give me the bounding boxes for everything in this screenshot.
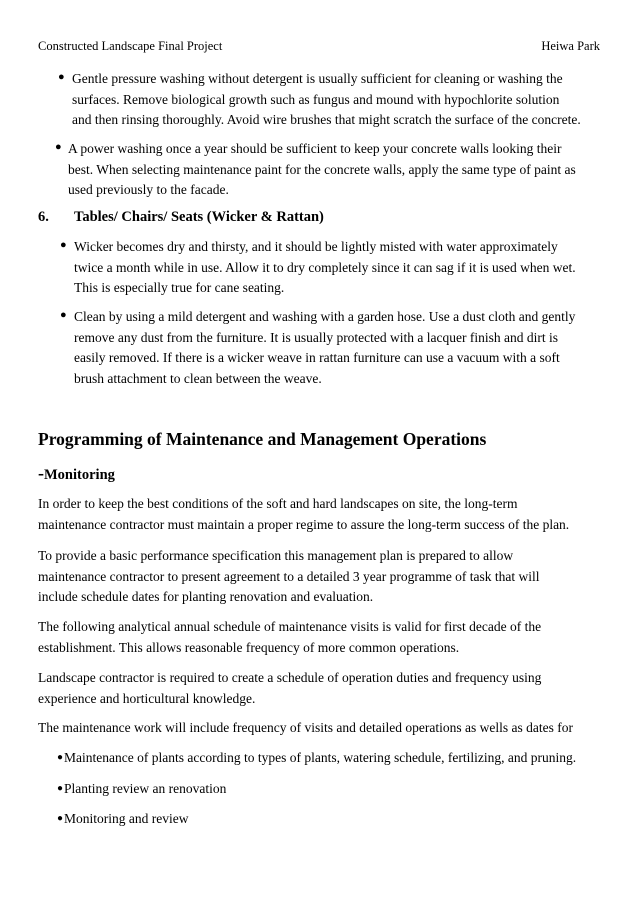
- section-number: 6.: [38, 209, 49, 225]
- text-line: The maintenance work will include frequency of visits and detailed operations as wells as dates for: [38, 720, 573, 735]
- paragraph: [38, 668, 541, 709]
- text-line: Landscape contractor is required to create a schedule of operation duties and frequency using: [38, 670, 542, 685]
- bullet-icon: ●: [57, 813, 64, 824]
- text-line: maintenance contractor must maintain a proper regime to assure the long-term success of the plan.: [38, 516, 570, 532]
- text-line: Wicker becomes dry and thirsty, and it should be lightly misted with water approximately: [74, 239, 558, 254]
- text-line: The following analytical annual schedule of maintenance visits is valid for first decade of the: [38, 619, 542, 634]
- subheading-text: Monitoring: [44, 467, 115, 483]
- list-item: [57, 809, 189, 830]
- paragraph: [38, 546, 540, 608]
- text-line: surfaces. Remove biological growth such as fungus and mound with hypochlorite solution: [72, 91, 560, 107]
- section-heading-programming: Programming of Maintenance and Management Operations: [38, 429, 487, 449]
- text-line: twice a month while in use. Allow it to dry completely since it can sag if it is used when wet.: [74, 259, 576, 275]
- text-line: In order to keep the best conditions of the soft and hard landscapes on site, the long-term: [38, 496, 518, 511]
- bullet-icon: ●: [58, 71, 65, 83]
- text-line: To provide a basic performance specification this management plan is prepared to allow: [38, 548, 514, 563]
- subheading-dash: -: [38, 463, 44, 483]
- bullet-icon: ●: [60, 239, 67, 251]
- text-line: A power washing once a year should be sufficient to keep your concrete walls looking their: [68, 141, 562, 156]
- list-item: [57, 779, 226, 800]
- bullet-wicker-misting: [60, 237, 576, 299]
- subheading-monitoring: [38, 463, 115, 485]
- text-line: Gentle pressure washing without detergent is usually sufficient for cleaning or washing the: [72, 71, 563, 86]
- bullet-icon: ●: [57, 752, 64, 763]
- text-line: and then rinsing thoroughly. Avoid wire brushes that might scratch the surface of the concrete.: [72, 112, 581, 127]
- list-item-text: Monitoring and review: [64, 811, 189, 826]
- text-line: used previously to the facade.: [68, 182, 229, 197]
- section-6-heading: [38, 208, 324, 226]
- header-park-name: Heiwa Park: [541, 39, 600, 53]
- paragraph: [38, 718, 573, 739]
- paragraph: [38, 617, 541, 658]
- header-project-title: Constructed Landscape Final Project: [38, 39, 223, 53]
- bullet-icon: ●: [60, 309, 67, 321]
- text-line: brush attachment to clean between the weave.: [74, 370, 322, 386]
- text-line: best. When selecting maintenance paint for the concrete walls, apply the same type of paint as: [68, 161, 576, 177]
- text-line: Clean by using a mild detergent and washing with a garden hose. Use a dust cloth and gently: [74, 309, 576, 324]
- bullet-power-washing: [55, 139, 576, 201]
- text-line: include schedule dates for planting renovation and evaluation.: [38, 589, 374, 604]
- text-line: easily removed. If there is a wicker weave in rattan furniture can use a vacuum with a soft: [74, 350, 560, 365]
- text-line: maintenance contractor to present agreement to a detailed 3 year programme of task that will: [38, 568, 540, 584]
- paragraph: [38, 494, 569, 535]
- text-line: remove any dust from the furniture. It is usually protected with a lacquer finish and dirt is: [74, 329, 558, 345]
- bullet-icon: ●: [55, 141, 62, 153]
- bullet-concrete-cleaning: [58, 69, 581, 131]
- bullet-wicker-cleaning: [60, 307, 576, 389]
- list-item-text: Maintenance of plants according to types of plants, watering schedule, fertilizing, and pruning.: [64, 750, 577, 765]
- text-line: establishment. This allows reasonable frequency of more common operations.: [38, 639, 460, 655]
- bullet-icon: ●: [57, 783, 64, 794]
- section-title: Tables/ Chairs/ Seats (Wicker & Rattan): [74, 209, 324, 225]
- text-line: This is especially true for cane seating.: [74, 280, 285, 295]
- list-item: [57, 748, 576, 769]
- text-line: experience and horticultural knowledge.: [38, 690, 256, 706]
- list-item-text: Planting review an renovation: [64, 781, 227, 796]
